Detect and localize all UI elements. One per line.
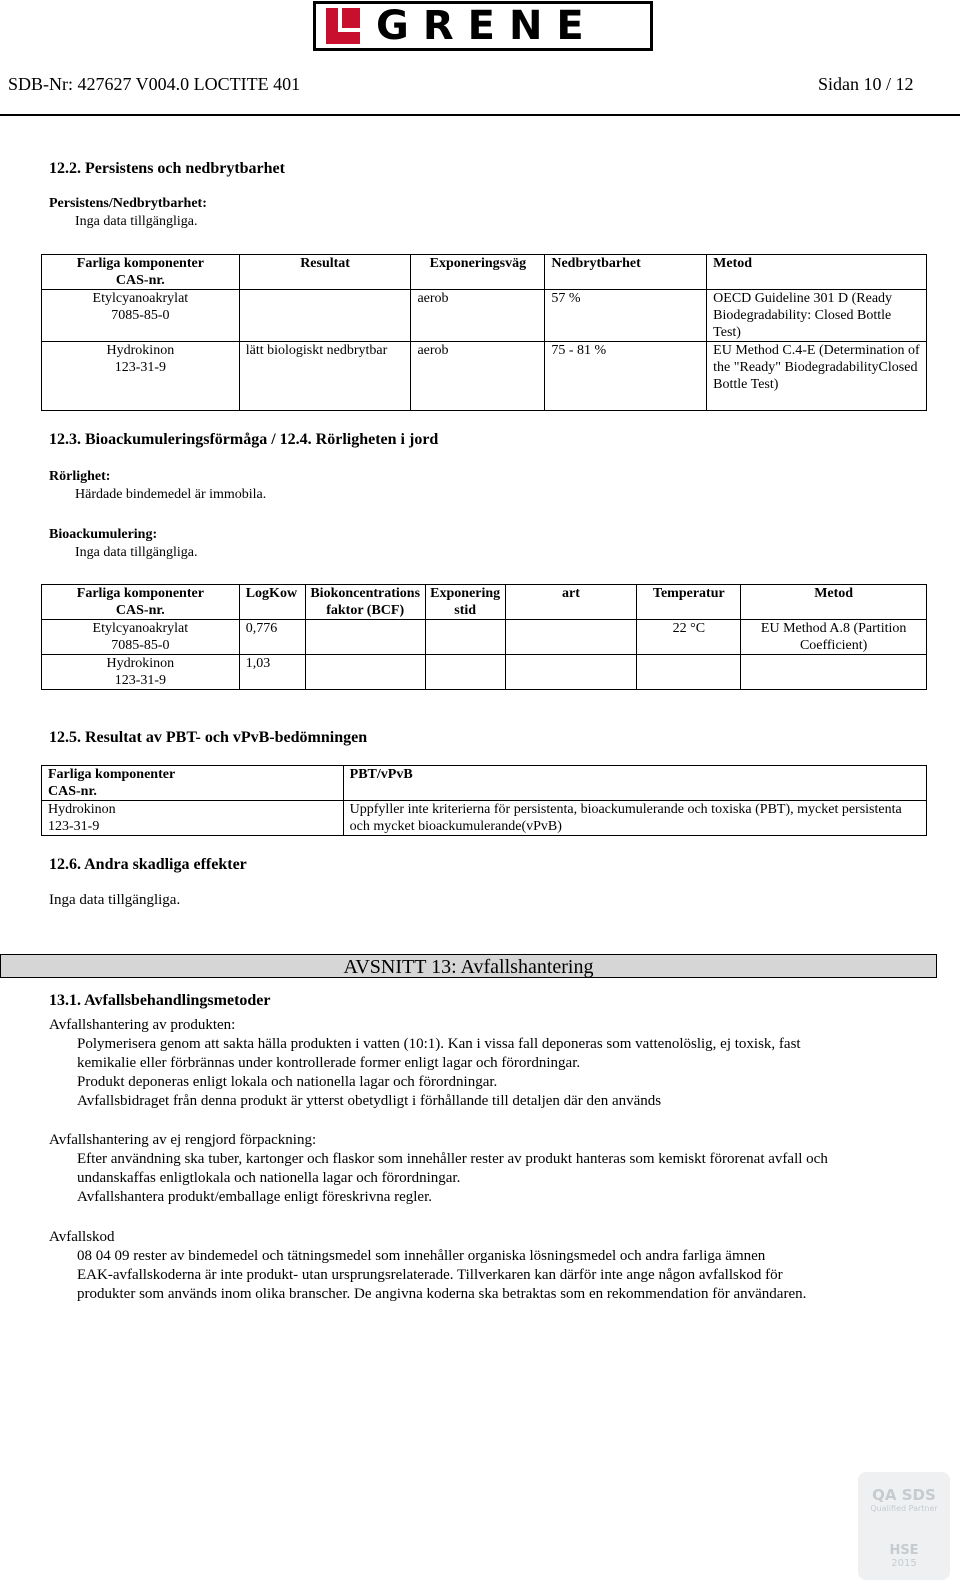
section-12-5-title: 12.5. Resultat av PBT- och vPvB-bedömningen — [49, 729, 368, 746]
col-pbt: PBT/vPvB — [343, 766, 926, 801]
cell-resultat: lätt biologiskt nedbrytbar — [239, 342, 411, 411]
component-name: Hydrokinon — [48, 802, 116, 817]
persistence-label: Persistens/Nedbrytbarhet: — [49, 196, 207, 211]
col-component: Farliga komponenter — [76, 256, 204, 271]
mobility-text: Härdade bindemedel är immobila. — [75, 487, 267, 502]
waste-packaging-line: undanskaffas enligtlokala och nationella lagar och förordningar. — [77, 1170, 461, 1186]
col-component: Farliga komponenter — [76, 586, 204, 601]
cell-exp — [425, 655, 505, 690]
table-header-row — [42, 255, 927, 290]
stamp-year: 2015 — [891, 1558, 917, 1569]
cell-metod: EU Method C.4-E (Determination of the "Ready" BiodegradabilityClosed Bottle Test) — [707, 342, 927, 411]
qa-sds-stamp-icon — [858, 1472, 950, 1580]
bioaccumulation-text: Inga data tillgängliga. — [75, 545, 198, 560]
stamp-title: QA SDS — [872, 1486, 936, 1504]
waste-product-line: Polymerisera genom att sakta hälla produkten i vatten (10:1). Kan i vissa fall deponeras som vattenolöslig, ej toxisk, fast — [77, 1036, 801, 1052]
mobility-label: Rörlighet: — [49, 469, 111, 484]
component-cas: 123-31-9 — [114, 673, 167, 688]
waste-product-line: Produkt deponeras enligt lokala och nationella lagar och förordningar. — [77, 1074, 498, 1090]
component-cas: 123-31-9 — [48, 819, 100, 834]
col-logkow: LogKow — [239, 585, 305, 620]
table-header-row — [42, 766, 927, 801]
bioaccumulation-label: Bioackumulering: — [49, 527, 158, 542]
cell-logkow: 1,03 — [239, 655, 305, 690]
persistence-table — [41, 254, 927, 411]
section-12-6-title: 12.6. Andra skadliga effekter — [49, 856, 247, 873]
table-row — [42, 290, 927, 342]
cell-temp: 22 °C — [637, 620, 741, 655]
cell-bcf — [305, 620, 425, 655]
pbt-table — [41, 765, 927, 836]
cell-art — [505, 655, 637, 690]
cell-exp: aerob — [411, 342, 545, 411]
col-exponeringsvag: Exponeringsväg — [411, 255, 545, 290]
waste-product-label: Avfallshantering av produkten: — [49, 1017, 236, 1033]
col-metod: Metod — [741, 585, 927, 620]
col-cas: CAS-nr. — [115, 603, 165, 618]
component-cas: 7085-85-0 — [111, 638, 170, 653]
waste-packaging-line: Avfallshantera produkt/emballage enligt föreskrivna regler. — [77, 1189, 433, 1205]
col-cas: CAS-nr. — [48, 784, 97, 799]
col-component: Farliga komponenter — [48, 767, 176, 782]
section-12-3-title: 12.3. Bioackumuleringsförmåga / 12.4. Rörligheten i jord — [49, 431, 439, 448]
col-art: art — [505, 585, 637, 620]
component-cas: 7085-85-0 — [111, 308, 170, 323]
waste-code-line: 08 04 09 rester av bindemedel och tätningsmedel som innehåller organiska lösningsmedel och andra farliga ämnen — [77, 1248, 766, 1264]
waste-product-line: kemikalie eller förbrännas under kontrollerade former enligt lagar och förordningar. — [77, 1055, 581, 1071]
col-metod: Metod — [707, 255, 927, 290]
logo-mark-icon — [326, 8, 362, 44]
cell-resultat — [239, 290, 411, 342]
waste-packaging-block — [49, 1131, 929, 1207]
cell-ned: 75 - 81 % — [545, 342, 707, 411]
persistence-text: Inga data tillgängliga. — [75, 214, 198, 229]
waste-code-line: EAK-avfallskoderna är inte produkt- utan ursprungsrelaterade. Tillverkaren kan därför inte ange någon avfallskod för — [77, 1267, 783, 1283]
component-cas: 123-31-9 — [114, 360, 167, 375]
col-resultat: Resultat — [239, 255, 411, 290]
component-name: Hydrokinon — [106, 656, 175, 671]
cell-exp: aerob — [411, 290, 545, 342]
waste-code-label: Avfallskod — [49, 1229, 115, 1245]
stamp-subtitle: Qualified Partner — [870, 1504, 938, 1513]
cell-art — [505, 620, 637, 655]
section-13-title: AVSNITT 13: Avfallshantering — [343, 956, 594, 978]
section-12-2-title: 12.2. Persistens och nedbrytbarhet — [49, 160, 285, 177]
component-name: Hydrokinon — [106, 343, 175, 358]
cell-metod: OECD Guideline 301 D (Ready Biodegradability: Closed Bottle Test) — [707, 290, 927, 342]
waste-code-block — [49, 1228, 929, 1304]
col-nedbrytbarhet: Nedbrytbarhet — [545, 255, 707, 290]
waste-product-block — [49, 1016, 929, 1111]
col-bcf-line2: faktor (BCF) — [326, 603, 405, 618]
waste-packaging-label: Avfallshantering av ej rengjord förpackning: — [49, 1132, 317, 1148]
table-row — [42, 801, 927, 836]
header-divider — [0, 114, 960, 116]
col-exp-line2: stid — [454, 603, 477, 618]
company-logo — [313, 1, 653, 51]
col-cas: CAS-nr. — [115, 273, 165, 288]
cell-bcf — [305, 655, 425, 690]
doc-header-left: SDB-Nr: 427627 V004.0 LOCTITE 401 — [8, 74, 301, 94]
cell-ned: 57 % — [545, 290, 707, 342]
page-number: Sidan 10 / 12 — [818, 74, 914, 94]
col-bcf-line1: Biokoncentrations — [310, 586, 421, 601]
logo-text: GRENE — [376, 3, 598, 49]
component-name: Etylcyanoakrylat — [92, 291, 189, 306]
col-exp-line1: Exponering — [430, 586, 501, 601]
table-row — [42, 620, 927, 655]
waste-code-line: produkter som används inom olika branscher. De angivna koderna ska betraktas som en rekommendation för användaren. — [77, 1286, 807, 1302]
cell-temp — [637, 655, 741, 690]
section-13-1-title: 13.1. Avfallsbehandlingsmetoder — [49, 992, 271, 1009]
waste-packaging-line: Efter användning ska tuber, kartonger och flaskor som innehåller rester av produkt hanteras som kemiskt förorenat avfall och — [77, 1151, 828, 1167]
col-temperatur: Temperatur — [637, 585, 741, 620]
cell-logkow: 0,776 — [239, 620, 305, 655]
table-row — [42, 655, 927, 690]
table-header-row — [42, 585, 927, 620]
cell-pbt-value: Uppfyller inte kriterierna för persistenta, bioackumulerande och toxiska (PBT), mycket persistenta och mycket bioackumulerande(vPvB) — [343, 801, 926, 836]
cell-metod: EU Method A.8 (Partition Coefficient) — [741, 620, 927, 655]
cell-metod — [741, 655, 927, 690]
waste-product-line: Avfallsbidraget från denna produkt är ytterst obetydligt i förhållande till detaljen där den används — [77, 1093, 662, 1109]
table-row — [42, 342, 927, 411]
component-name: Etylcyanoakrylat — [92, 621, 189, 636]
bioaccumulation-table — [41, 584, 927, 690]
cell-exp — [425, 620, 505, 655]
stamp-hse: HSE — [889, 1543, 919, 1558]
other-effects-text: Inga data tillgängliga. — [49, 892, 181, 908]
